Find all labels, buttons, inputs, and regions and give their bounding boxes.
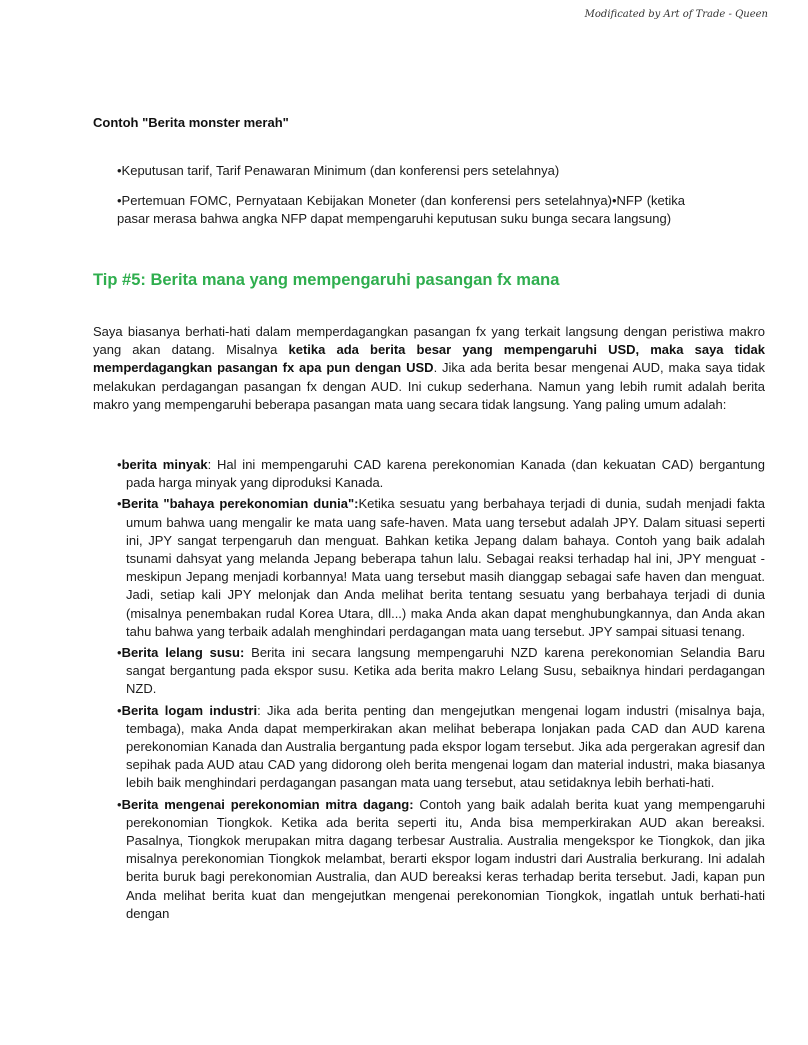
item-title: Berita lelang susu:: [121, 645, 245, 661]
item-text: Berita ini secara langsung mempengaruhi NZD karena perekonomian Selandia Baru sangat bergantung pada ekspor susu. Ketika ada berita makro Lelang Susu, sebaiknya hindari perdagangan NZD.: [126, 645, 765, 697]
news-list: [117, 456, 765, 926]
item-text: : Hal ini mempengaruhi CAD karena perekonomian Kanada (dan kekuatan CAD) bergantung pada harga minyak yang diproduksi Kanada.: [126, 457, 765, 491]
item-title: Berita logam industri: [121, 702, 258, 718]
item-text: Contoh yang baik adalah berita kuat yang mempengaruhi perekonomian Tiongkok. Ketika ada berita seperti itu, Anda bisa memperkirakan AUD akan bereaksi. Pasalnya, Tiongkok merupakan mitra dagang terbesar Australia. Australia mengekspor ke Tiongkok, dan jika misalnya perekonomian Tiongkok melambat, berarti ekspor logam industri dari Australia berkurang. Ini adalah berita buruk bagi perekonomian Australia, dan AUD bereaksi keras terhadap berita tersebut. Jadi, kapan pun Anda melihat berita kuat dan mengejutkan mengenai perekonomian Tiongkok, ingatlah untuk berhati-hati dengan: [126, 796, 765, 921]
list-item: •Berita lelang susu: Berita ini secara langsung mempengaruhi NZD karena perekonomian Selandia Baru sangat bergantung pada ekspor susu. Ketika ada berita makro Lelang Susu, sebaiknya hindari perdagangan NZD.: [117, 645, 765, 697]
list-item: •Keputusan tarif, Tarif Penawaran Minimum (dan konferensi pers setelahnya): [117, 163, 560, 178]
example-heading: Contoh "Berita monster merah": [93, 115, 289, 130]
item-title: Berita "bahaya perekonomian dunia":: [121, 496, 359, 512]
intro-text: Saya biasanya berhati-hati dalam memperdagangkan pasangan fx yang terkait langsung dengan peristiwa makro yang akan datang. Misalnya: [93, 324, 765, 358]
item-text: : Jika ada berita penting dan mengejutkan mengenai logam industri (misalnya baja, tembaga), maka Anda dapat memperkirakan akan melihat beberapa lonjakan pada CAD dan AUD karena perekonomian Kanada dan Australia bergantung pada ekspor logam tersebut. Jika ada pergerakan agresif dan sepihak pada AUD atau CAD yang didorong oleh berita mengenai logam dan material industri, maka biasanya lebih baik menghindari perdagangan pasangan mata uang tersebut, atau setidaknya lebih berhati-hati.: [126, 702, 765, 791]
watermark: Modificated by Art of Trade - Queen: [584, 9, 768, 20]
example-list: [117, 162, 685, 240]
list-item: •Pertemuan FOMC, Pernyataan Kebijakan Moneter (dan konferensi pers setelahnya)•NFP (ketika pasar merasa bahwa angka NFP dapat mempengaruhi keputusan suku bunga secara langsung): [117, 193, 685, 226]
item-title: Berita mengenai perekonomian mitra dagang:: [121, 796, 414, 812]
item-title: berita minyak: [121, 457, 208, 472]
item-text: Ketika sesuatu yang berbahaya terjadi di dunia, sudah menjadi fakta umum bahwa uang mengalir ke mata uang safe-haven. Mata uang tersebut adalah JPY. Dalam situasi seperti ini, JPY sangat terpengaruh dan menguat. Bahkan ketika Jepang dalam bahaya. Contoh yang baik adalah tsunami dahsyat yang melanda Jepang beberapa tahun lalu. Sebagai reaksi terhadap hal ini, JPY menguat - meskipun Jepang menjadi korbannya! Mata uang tersebut masih dianggap sebagai safe haven dan menguat. Jadi, setiap kali JPY melonjak dan Anda melihat berita tentang sesuatu yang berbahaya terjadi di dunia (misalnya penembakan rudal Korea Utara, dll...) maka Anda akan dapat menghubungkannya, dan Anda akan tahu bahwa yang terbaik adalah menghindari perdagangan mata uang tersebut. JPY sampai situasi tenang.: [126, 496, 765, 639]
tip-heading: Tip #5: Berita mana yang mempengaruhi pasangan fx mana: [93, 271, 560, 289]
list-item: •berita minyak: Hal ini mempengaruhi CAD karena perekonomian Kanada (dan kekuatan CAD) bergantung pada harga minyak yang diproduksi Kanada.: [117, 457, 765, 491]
intro-paragraph: [93, 323, 765, 414]
intro-text-2: . Jika ada berita besar mengenai AUD, maka saya tidak melakukan perdagangan pasangan fx dengan AUD. Ini cukup sederhana. Namun yang lebih rumit adalah berita makro yang mempengaruhi beberapa pasangan mata uang secara tidak langsung. Yang paling umum adalah:: [93, 360, 765, 412]
list-item: •Berita "bahaya perekonomian dunia":Ketika sesuatu yang berbahaya terjadi di dunia, sudah menjadi fakta umum bahwa uang mengalir ke mata uang safe-haven. Mata uang tersebut adalah JPY. Dalam situasi seperti ini, JPY sangat terpengaruh dan menguat. Bahkan ketika Jepang dalam bahaya. Contoh yang baik adalah tsunami dahsyat yang melanda Jepang beberapa tahun lalu. Sebagai reaksi terhadap hal ini, JPY menguat - meskipun Jepang menjadi korbannya! Mata uang tersebut masih dianggap sebagai safe haven dan menguat. Jadi, setiap kali JPY melonjak dan Anda melihat berita tentang sesuatu yang berbahaya terjadi di dunia (misalnya penembakan rudal Korea Utara, dll...) maka Anda akan dapat menghubungkannya, dan Anda akan tahu bahwa yang terbaik adalah menghindari perdagangan mata uang tersebut. JPY sampai situasi tenang.: [117, 496, 765, 639]
list-item: •Berita logam industri: Jika ada berita penting dan mengejutkan mengenai logam industri (misalnya baja, tembaga), maka Anda dapat memperkirakan akan melihat beberapa lonjakan pada CAD dan AUD karena perekonomian Kanada dan Australia bergantung pada ekspor logam tersebut. Jika ada pergerakan agresif dan sepihak pada AUD atau CAD yang didorong oleh berita mengenai logam dan material industri, maka biasanya lebih baik menghindari perdagangan pasangan mata uang tersebut, atau setidaknya lebih berhati-hati.: [117, 702, 765, 791]
intro-bold: ketika ada berita besar yang mempengaruhi USD, maka saya tidak memperdagangkan pasangan fx apa pun dengan USD: [93, 342, 765, 376]
list-item: •Berita mengenai perekonomian mitra dagang: Contoh yang baik adalah berita kuat yang mempengaruhi perekonomian Tiongkok. Ketika ada berita seperti itu, Anda bisa memperkirakan AUD akan bereaksi. Pasalnya, Tiongkok merupakan mitra dagang terbesar Australia. Australia mengekspor ke Tiongkok, dan jika misalnya perekonomian Tiongkok melambat, berarti ekspor logam industri dari Australia berkurang. Ini adalah berita buruk bagi perekonomian Australia, dan AUD bereaksi keras terhadap berita tersebut. Jadi, kapan pun Anda melihat berita kuat dan mengejutkan mengenai perekonomian Tiongkok, ingatlah untuk berhati-hati dengan: [117, 796, 765, 921]
